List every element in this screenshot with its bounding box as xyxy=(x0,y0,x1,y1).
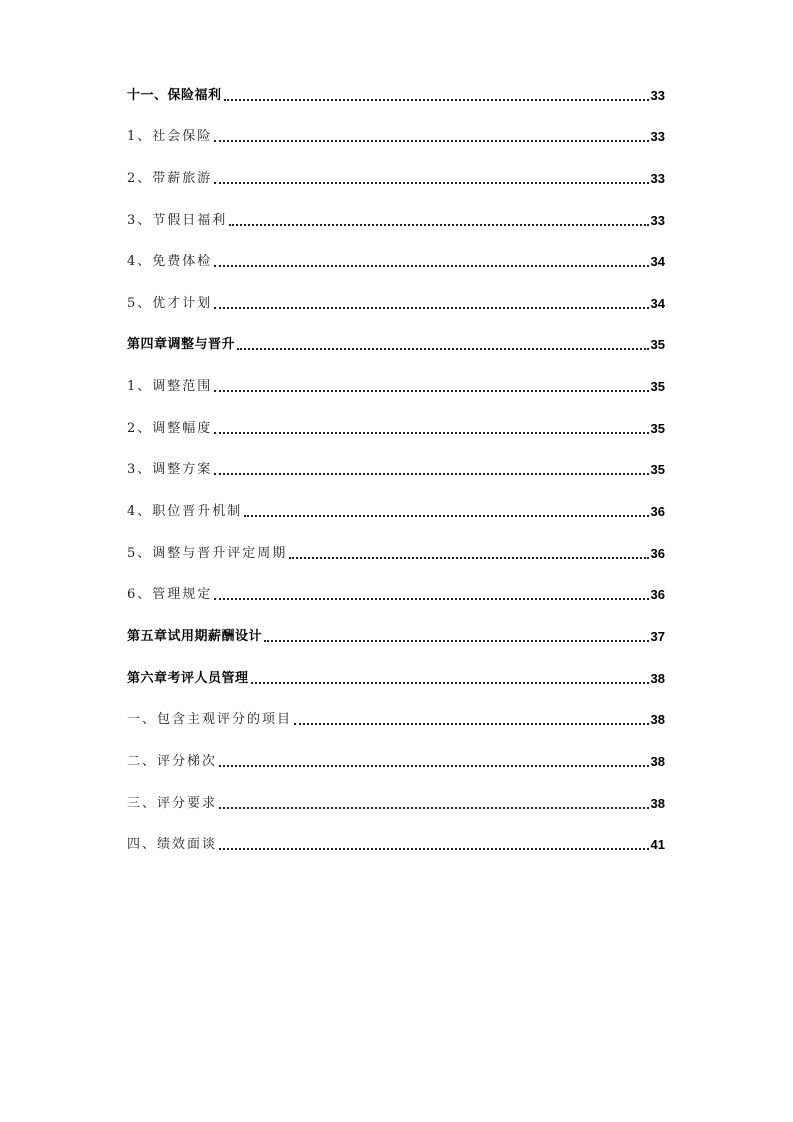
toc-entry-page: 38 xyxy=(650,712,665,728)
toc-entry-page: 34 xyxy=(650,254,665,270)
dot-leader xyxy=(294,723,649,725)
toc-entry-title: 5、优才计划 xyxy=(127,295,213,311)
toc-entry-scoring-requirements[interactable] xyxy=(127,774,665,816)
dot-leader xyxy=(214,390,648,392)
table-of-contents xyxy=(127,66,665,857)
dot-leader xyxy=(214,140,648,142)
toc-entry-chapter-6[interactable] xyxy=(127,649,665,691)
toc-entry-title: 三、评分要求 xyxy=(127,795,218,811)
toc-entry-page: 36 xyxy=(650,504,665,520)
toc-entry-adjust-plan[interactable] xyxy=(127,441,665,483)
toc-entry-chapter-4[interactable] xyxy=(127,316,665,358)
toc-entry-free-checkup[interactable] xyxy=(127,233,665,275)
dot-leader xyxy=(237,348,649,350)
toc-entry-scoring-tiers[interactable] xyxy=(127,732,665,774)
toc-entry-page: 33 xyxy=(650,212,665,228)
toc-entry-performance-interview[interactable] xyxy=(127,816,665,858)
toc-entry-adjust-range[interactable] xyxy=(127,399,665,441)
dot-leader xyxy=(229,224,648,226)
dot-leader xyxy=(224,99,649,101)
toc-entry-page: 35 xyxy=(650,337,665,353)
dot-leader xyxy=(214,432,648,434)
toc-entry-title: 1、调整范围 xyxy=(127,379,213,395)
toc-entry-insurance-benefits[interactable] xyxy=(127,66,665,108)
toc-entry-page: 33 xyxy=(650,129,665,145)
toc-entry-adjust-scope[interactable] xyxy=(127,357,665,399)
toc-entry-page: 35 xyxy=(650,462,665,478)
toc-entry-title: 4、免费体检 xyxy=(127,254,213,270)
toc-entry-title: 十一、保险福利 xyxy=(127,87,222,103)
dot-leader xyxy=(219,807,649,809)
dot-leader xyxy=(244,515,648,517)
toc-entry-page: 37 xyxy=(650,628,665,644)
dot-leader xyxy=(214,265,648,267)
toc-entry-title: 第六章考评人员管理 xyxy=(127,670,249,686)
toc-entry-page: 38 xyxy=(650,795,665,811)
toc-entry-title: 1、社会保险 xyxy=(127,129,213,145)
toc-entry-title: 第五章试用期薪酬设计 xyxy=(127,628,263,644)
dot-leader xyxy=(214,182,648,184)
toc-entry-management-rules[interactable] xyxy=(127,566,665,608)
toc-entry-title: 二、评分梯次 xyxy=(127,753,218,769)
toc-entry-title: 2、调整幅度 xyxy=(127,420,213,436)
toc-entry-title: 5、调整与晋升评定周期 xyxy=(127,545,288,561)
dot-leader xyxy=(264,640,649,642)
toc-entry-page: 33 xyxy=(650,87,665,103)
toc-entry-title: 一、包含主观评分的项目 xyxy=(127,712,293,728)
toc-entry-title: 6、管理规定 xyxy=(127,587,213,603)
toc-entry-title: 4、职位晋升机制 xyxy=(127,504,243,520)
dot-leader xyxy=(219,848,649,850)
toc-entry-subjective-items[interactable] xyxy=(127,691,665,733)
toc-entry-title: 2、带薪旅游 xyxy=(127,170,213,186)
toc-entry-promotion-mechanism[interactable] xyxy=(127,482,665,524)
toc-entry-page: 38 xyxy=(650,753,665,769)
toc-entry-chapter-5[interactable] xyxy=(127,607,665,649)
toc-entry-page: 34 xyxy=(650,295,665,311)
toc-entry-page: 33 xyxy=(650,170,665,186)
toc-entry-page: 38 xyxy=(650,670,665,686)
toc-entry-page: 41 xyxy=(650,837,665,853)
toc-entry-title: 第四章调整与晋升 xyxy=(127,337,236,353)
toc-entry-page: 36 xyxy=(650,545,665,561)
toc-entry-holiday-benefits[interactable] xyxy=(127,191,665,233)
toc-entry-page: 36 xyxy=(650,587,665,603)
toc-entry-page: 35 xyxy=(650,379,665,395)
toc-entry-paid-travel[interactable] xyxy=(127,149,665,191)
toc-entry-title: 3、节假日福利 xyxy=(127,212,228,228)
toc-entry-review-cycle[interactable] xyxy=(127,524,665,566)
dot-leader xyxy=(219,765,649,767)
toc-entry-talent-plan[interactable] xyxy=(127,274,665,316)
toc-entry-title: 3、调整方案 xyxy=(127,462,213,478)
dot-leader xyxy=(214,307,648,309)
dot-leader xyxy=(214,473,648,475)
dot-leader xyxy=(289,557,648,559)
dot-leader xyxy=(214,598,648,600)
toc-entry-social-insurance[interactable] xyxy=(127,108,665,150)
toc-entry-title: 四、绩效面谈 xyxy=(127,837,218,853)
toc-entry-page: 35 xyxy=(650,420,665,436)
dot-leader xyxy=(251,682,649,684)
